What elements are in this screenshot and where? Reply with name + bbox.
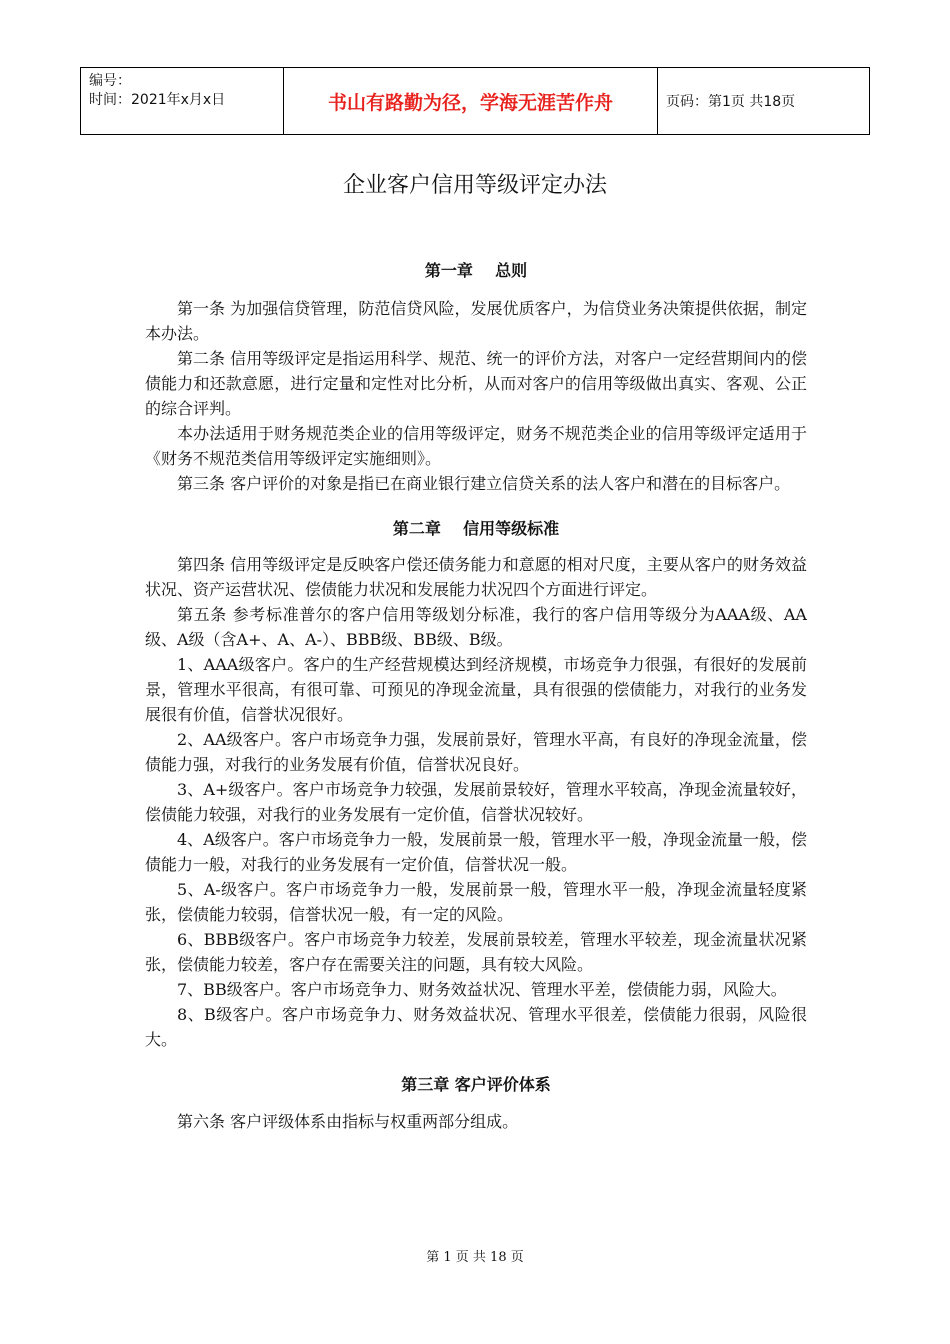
paragraph: 4、A级客户。客户市场竞争力一般，发展前景一般，管理水平一般，净现金流量一般，偿债能力一般，对我行的业务发展有一定价值，信誉状况一般。 [145, 830, 807, 874]
paragraph: 第四条 信用等级评定是反映客户偿还债务能力和意愿的相对尺度，主要从客户的财务效益状况、资产运营状况、偿债能力状况和发展能力状况四个方面进行评定。 [145, 555, 807, 599]
page-info: 页码：第1页 共18页 [666, 94, 796, 110]
chapter-heading: 第一章 总则 [424, 261, 528, 280]
document-body [145, 258, 807, 1134]
paragraph: 1、AAA级客户。客户的生产经营规模达到经济规模，市场竞争力很强，有很好的发展前景，管理水平很高，有很可靠、可预见的净现金流量，具有很强的偿债能力，对我行的业务发展很有价值，信誉状况很好。 [145, 655, 807, 724]
paragraph: 7、BB级客户。客户市场竞争力、财务效益状况、管理水平差，偿债能力弱，风险大。 [177, 980, 787, 999]
header-page-cell [658, 68, 869, 134]
paragraph: 第六条 客户评级体系由指标与权重两部分组成。 [177, 1112, 519, 1131]
paragraph: 6、BBB级客户。客户市场竞争力较差，发展前景较差，管理水平较差，现金流量状况紧张，偿债能力较差，客户存在需要关注的问题，具有较大风险。 [145, 930, 807, 974]
paragraph: 8、B级客户。客户市场竞争力、财务效益状况、管理水平很差，偿债能力很弱，风险很大。 [145, 1005, 807, 1049]
paragraph: 3、A+级客户。客户市场竞争力较强，发展前景较好，管理水平较高，净现金流量较好，偿债能力较强，对我行的业务发展有一定价值，信誉状况较好。 [145, 780, 807, 824]
paragraph: 本办法适用于财务规范类企业的信用等级评定，财务不规范类企业的信用等级评定适用于《财务不规范类信用等级评定实施细则》。 [145, 424, 807, 468]
paragraph: 第一条 为加强信贷管理，防范信贷风险，发展优质客户，为信贷业务决策提供依据，制定本办法。 [145, 299, 807, 343]
chapter-heading: 第三章 客户评价体系 [401, 1075, 551, 1094]
number-label: 编号： [89, 73, 131, 89]
header-meta-cell [81, 68, 284, 134]
time-label: 时间：2021年x月x日 [89, 92, 226, 108]
motto-text: 书山有路勤为径，学海无涯苦作舟 [327, 91, 613, 114]
paragraph: 第五条 参考标准普尔的客户信用等级划分标准，我行的客户信用等级分为AAA级、AA级、A级（含A+、A、A-）、BBB级、BB级、B级。 [145, 605, 807, 649]
header-table [80, 67, 870, 135]
paragraph: 第二条 信用等级评定是指运用科学、规范、统一的评价方法，对客户一定经营期间内的偿债能力和还款意愿，进行定量和定性对比分析，从而对客户的信用等级做出真实、客观、公正的综合评判。 [145, 349, 807, 418]
header-motto-cell [284, 68, 658, 134]
paragraph: 2、AA级客户。客户市场竞争力强，发展前景好，管理水平高，有良好的净现金流量，偿债能力强，对我行的业务发展有价值，信誉状况良好。 [145, 730, 807, 774]
paragraph: 第三条 客户评价的对象是指已在商业银行建立信贷关系的法人客户和潜在的目标客户。 [177, 474, 791, 493]
page-footer: 第 1 页 共 18 页 [426, 1250, 524, 1265]
document-title: 企业客户信用等级评定办法 [342, 173, 607, 198]
paragraph: 5、A-级客户。客户市场竞争力一般，发展前景一般，管理水平一般，净现金流量轻度紧张，偿债能力较弱，信誉状况一般，有一定的风险。 [145, 880, 807, 924]
chapter-heading: 第二章 信用等级标准 [392, 519, 560, 538]
